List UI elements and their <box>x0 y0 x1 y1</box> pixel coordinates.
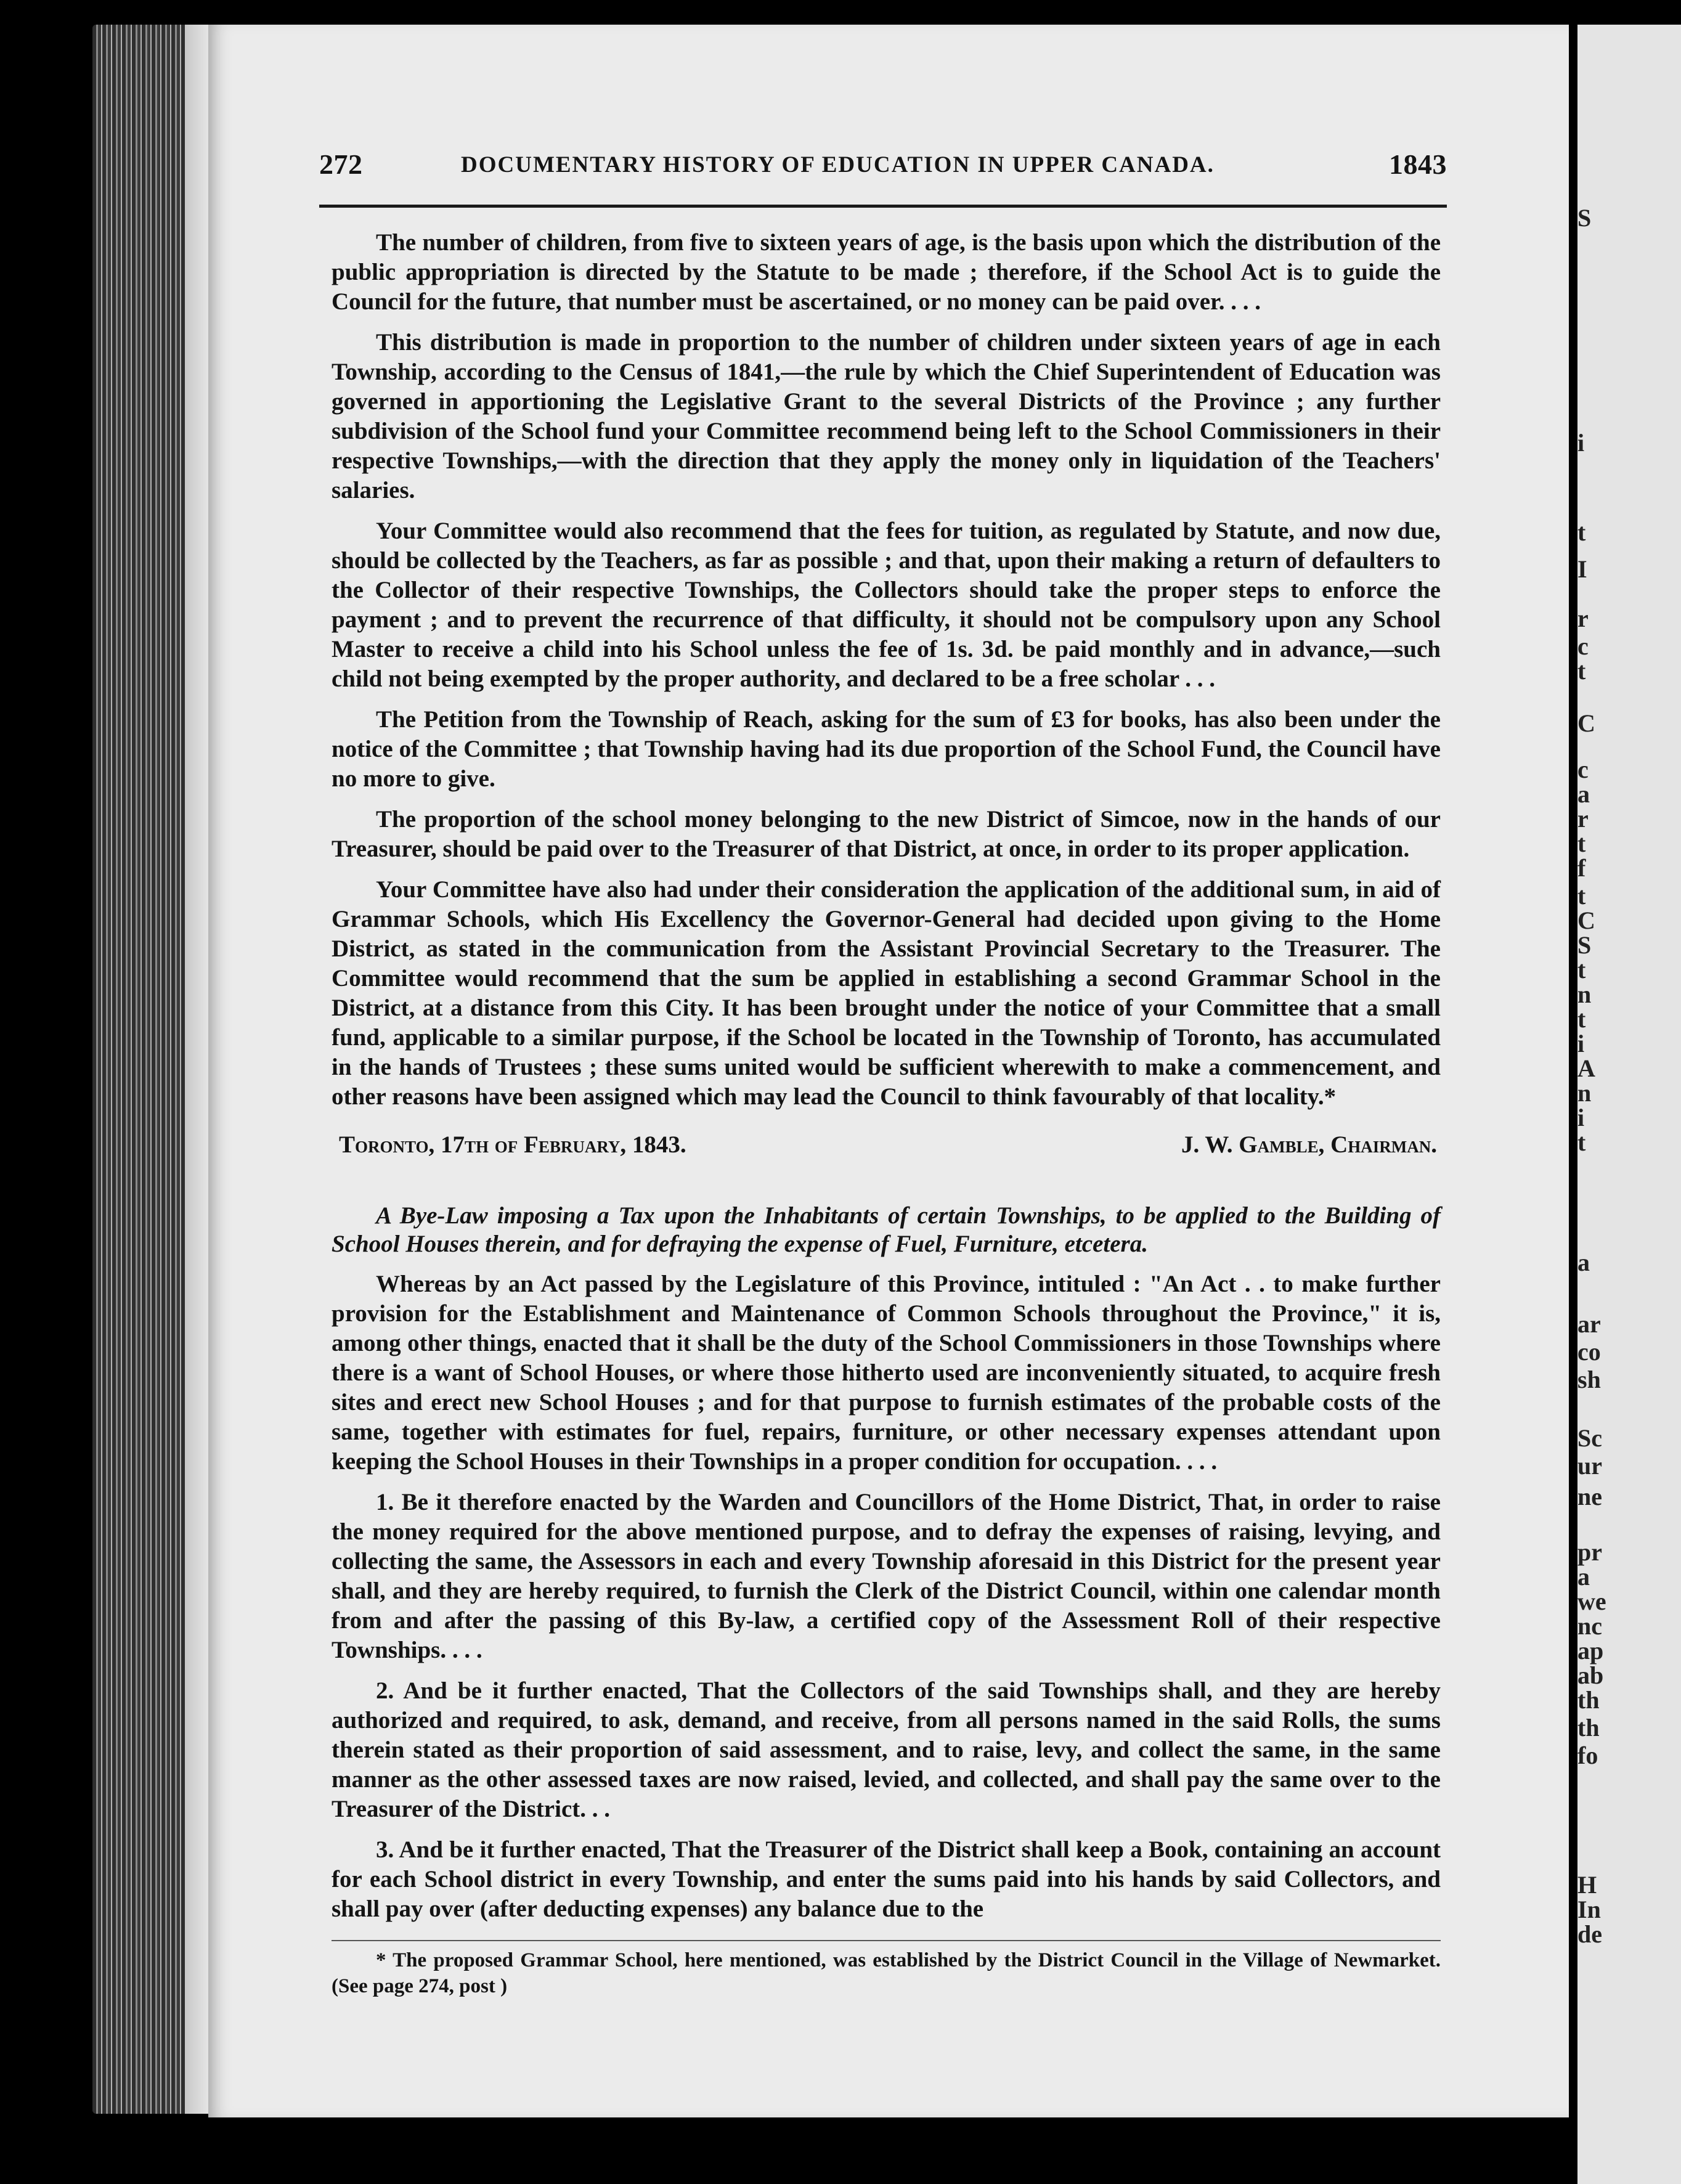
facing-fragment: t <box>1577 829 1586 857</box>
bylaw-preamble: Whereas by an Act passed by the Legislature of this Province, intituled : "An Act . . to make further provision for the Establishment and Maintenance of Common Schools throughout the Province," it is, among other things, enacted that it shall be the duty of the School Commissioners in those Townships where there is a want of School Houses, or where those hitherto used are inconveniently situated, to acquire fresh sites and erect new School Houses ; and for that purpose to furnish estimates of the probable costs of the same, together with estimates for fuel, repairs, furniture, or other necessary expenses attendant upon keeping the School Houses in their Townships in a proper condition for occupation. . . . <box>332 1271 1441 1475</box>
facing-fragment: r <box>1577 805 1589 833</box>
facing-fragment: A <box>1577 1054 1595 1082</box>
facing-fragment: th <box>1577 1686 1600 1714</box>
facing-fragment: i <box>1577 1030 1585 1057</box>
footnote-rule <box>332 1940 1441 1941</box>
paragraph: The proportion of the school money belonging to the new District of Simcoe, now in the hands of our Treasurer, should be paid over to the Treasurer of that District, at once, in order to its proper application. <box>332 806 1441 862</box>
facing-fragment: c <box>1577 632 1589 660</box>
paragraph: The Petition from the Township of Reach, asking for the sum of £3 for books, has also been under the notice of the Committee ; that Township having had its due proportion of the School Fund, the Council have no more to give. <box>332 706 1441 792</box>
paragraph: Your Committee would also recommend that the fees for tuition, as regulated by Statute, and now due, should be collected by the Teachers, as far as possible ; and that, upon their making a return of defaulters to the Collector of their respective Townships, the Collectors should take the proper steps to enforce the payment ; and to prevent the recurrence of that difficulty, it should not be compulsory upon any School Master to receive a child into his School unless the fee of 1s. 3d. be paid monthly and in advance,—such child not being exempted by the proper authority, and declared to be a free scholar . . . <box>332 518 1441 692</box>
facing-fragment: ab <box>1577 1661 1604 1689</box>
bylaw-clause: 3. And be it further enacted, That the Treasurer of the District shall keep a Book, containing an account for each School district in every Township, and enter the sums paid into his hands by said Collectors, and shall pay over (after deducting expenses) any balance due to the <box>332 1836 1441 1922</box>
header-rule <box>319 205 1447 208</box>
facing-fragment: we <box>1577 1587 1606 1615</box>
running-title: DOCUMENTARY HISTORY OF EDUCATION IN UPPER CANADA. <box>461 152 1215 177</box>
place-date: Toronto, 17th of February, 1843. <box>339 1131 686 1158</box>
paragraph: Your Committee have also had under their consideration the application of the additional sum, in aid of Grammar Schools, which His Excellency the Governor-General had decided upon giving to the Home District, as stated in the communication from the Assistant Provincial Secretary to the Treasurer. The Committee would recommend that the sum be applied in establishing a second Grammar School in the District, at a distance from this City. It has been brought under the notice of your Committee that a small fund, applicable to a similar purpose, if the School be located in the Township of Toronto, has accumulated in the hands of Trustees ; these sums united would be sufficient wherewith to make a commencement, and other reasons have been assigned which may lead the Council to think favourably of that locality.* <box>332 876 1441 1110</box>
facing-fragment: ur <box>1577 1452 1602 1480</box>
book-page <box>208 25 1569 2117</box>
facing-fragment: ne <box>1577 1483 1602 1510</box>
signoff <box>332 1130 1441 1162</box>
header-year: 1843 <box>1389 149 1447 180</box>
bylaw-clause: 1. Be it therefore enacted by the Warden and Councillors of the Home District, That, in order to raise the money required for the above mentioned purpose, and to defray the expenses of raising, levying, and collecting the same, the Assessors in each and every Township aforesaid in this District for the present year shall, and they are hereby required, to furnish the Clerk of the District Council, within one calendar month from and after the passing of this By-law, a certified copy of the Assessment Roll of their respective Townships. . . . <box>332 1489 1441 1663</box>
facing-fragment: ap <box>1577 1637 1604 1664</box>
facing-fragment: t <box>1577 882 1586 910</box>
facing-fragment: f <box>1577 854 1586 882</box>
facing-fragment: a <box>1577 1563 1590 1591</box>
paragraph: The number of children, from five to sixteen years of age, is the basis upon which the distribution of the public appropriation is directed by the Statute to be made ; therefore, if the School Act is to guide the Council for the future, that number must be ascertained, or no money can be paid over. . . . <box>332 229 1441 315</box>
paragraph: This distribution is made in proportion to the number of children under sixteen years of age in each Township, according to the Census of 1841,—the rule by which the Chief Superintendent of Education was governed in apportioning the Legislative Grant to the several Districts of the Province ; any further subdivision of the School fund your Committee recommend being left to the School Commissioners in their respective Townships,—with the direction that they apply the money only in liquidation of the Teachers' salaries. <box>332 329 1441 503</box>
facing-fragment: th <box>1577 1714 1600 1742</box>
facing-fragment: I <box>1577 555 1587 583</box>
facing-fragment: sh <box>1577 1366 1601 1393</box>
facing-fragment: i <box>1577 1104 1585 1131</box>
bylaw-title: A Bye-Law imposing a Tax upon the Inhabitants of certain Townships, to be applied to the Building of School Houses therein, and for defraying the expense of Fuel, Furniture, etcetera. <box>332 1202 1441 1257</box>
facing-fragment: a <box>1577 780 1590 808</box>
page-number: 272 <box>319 149 363 180</box>
facing-fragment: t <box>1577 956 1586 984</box>
facing-fragment: de <box>1577 1920 1602 1948</box>
facing-fragment: S <box>1577 931 1592 959</box>
facing-fragment: t <box>1577 657 1586 685</box>
facing-fragment: C <box>1577 907 1595 934</box>
facing-fragment: H <box>1577 1871 1597 1899</box>
facing-fragment: ar <box>1577 1310 1601 1338</box>
facing-fragment: r <box>1577 605 1589 632</box>
facing-fragment: c <box>1577 756 1589 783</box>
facing-fragment: C <box>1577 709 1595 737</box>
facing-fragment: In <box>1577 1896 1601 1923</box>
facing-fragment: S <box>1577 204 1592 232</box>
running-header <box>319 148 1447 185</box>
facing-fragment: a <box>1577 1249 1590 1276</box>
page-stack-edge <box>185 25 210 2114</box>
facing-fragment: co <box>1577 1338 1601 1366</box>
facing-fragment: i <box>1577 429 1585 457</box>
facing-fragment: nc <box>1577 1612 1602 1640</box>
signature: J. W. Gamble, Chairman. <box>1181 1131 1437 1158</box>
footnote: * The proposed Grammar School, here mentioned, was established by the District Council in the Village of Newmarket. (See page 274, post ) <box>332 1949 1441 1997</box>
bylaw-clause: 2. And be it further enacted, That the Collectors of the said Townships shall, and they are hereby authorized and required, to ask, demand, and receive, from all persons named in the said Rolls, the sums therein stated as their proportion of said assessment, and to raise, levy, and collect the same, in the same manner as the other assessed taxes are now raised, levied, and collected, and shall pay the same over to the Treasurer of the District. . . <box>332 1677 1441 1822</box>
facing-fragment: pr <box>1577 1538 1602 1566</box>
page-body <box>332 228 1441 2010</box>
facing-fragment: Sc <box>1577 1424 1602 1452</box>
facing-page-edge <box>1577 25 1681 2184</box>
facing-fragment: fo <box>1577 1742 1598 1769</box>
facing-fragment: t <box>1577 1005 1586 1033</box>
facing-fragment: n <box>1577 1079 1592 1107</box>
facing-fragment: t <box>1577 518 1586 546</box>
facing-fragment: n <box>1577 980 1592 1008</box>
facing-fragment: t <box>1577 1128 1586 1156</box>
